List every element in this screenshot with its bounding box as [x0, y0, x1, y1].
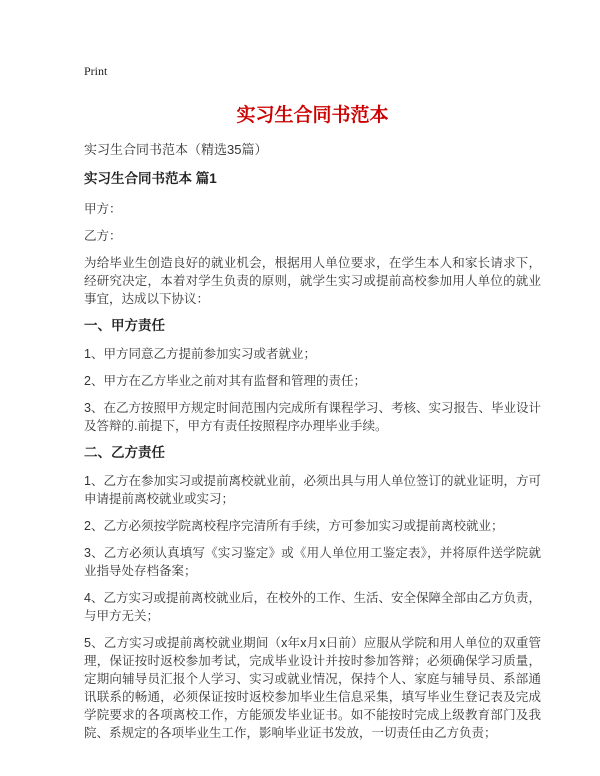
article-section-heading: 一、甲方责任	[84, 318, 165, 333]
article-paragraph: 3、乙方必须认真填写《实习鉴定》或《用人单位用工鉴定表》，并将原件送学院就业指导处存档备案；	[84, 546, 541, 578]
article-paragraph: 1、甲方同意乙方提前参加实习或者就业；	[84, 347, 316, 361]
article-paragraph: 5、乙方实习或提前离校就业期间（x年x月x日前）应服从学院和用人单位的双重管理，保证按时返校参加考试，完成毕业设计并按时参加答辩；必须确保学习质量，定期向辅导员汇报个人学习、实习或就业情况，保持个人、家庭与辅导员、系部通讯联系的畅通，必须保证按时返校参加毕业生信息采集，填写毕业生登记表及完成学院要求的各项离校工作，方能颁发毕业证书。如不能按时完成上级教育部门及我院、系规定的各项毕业生工作，影响毕业证书发放，一切责任由乙方负责；	[84, 636, 541, 740]
article-paragraph: 2、乙方必须按学院离校程序完清所有手续，方可参加实习或提前离校就业；	[84, 519, 504, 533]
article-body	[84, 200, 541, 742]
piece-title: 实习生合同书范本 篇1	[84, 171, 217, 186]
article-paragraph: 为给毕业生创造良好的就业机会，根据用人单位要求，在学生本人和家长请求下，经研究决定，本着对学生负责的原则，就学生实习或提前高校参加用人单位的就业事宜，达成以下协议：	[84, 256, 541, 306]
document-subtitle: 实习生合同书范本（精选35篇）	[84, 142, 268, 157]
article-section-heading: 二、乙方责任	[84, 445, 165, 460]
article-paragraph: 乙方：	[84, 229, 122, 243]
document-title: 实习生合同书范本	[236, 105, 389, 126]
article-paragraph: 2、甲方在乙方毕业之前对其有监督和管理的责任；	[84, 374, 366, 388]
article-paragraph: 4、乙方实习或提前离校就业后，在校外的工作、生活、安全保障全部由乙方负责，与甲方无关；	[84, 591, 541, 623]
article-paragraph: 3、在乙方按照甲方规定时间范围内完成所有课程学习、考核、实习报告、毕业设计及答辩的.前提下，甲方有责任按照程序办理毕业手续。	[84, 401, 541, 433]
article-paragraph: 1、乙方在参加实习或提前离校就业前，必须出具与用人单位签订的就业证明，方可申请提前离校就业或实习；	[84, 474, 541, 506]
print-link[interactable]: Print	[84, 64, 108, 78]
article-paragraph: 甲方：	[84, 202, 122, 216]
